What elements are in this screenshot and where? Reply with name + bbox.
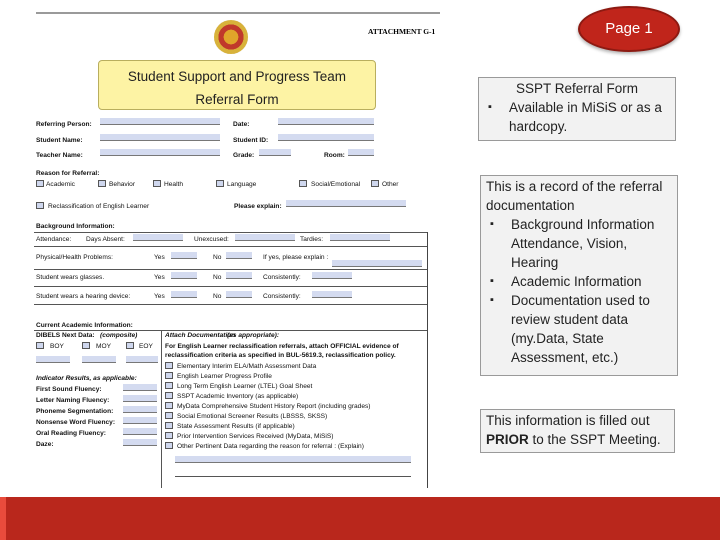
physical-yes-field[interactable] <box>171 252 197 259</box>
reason-health-label: Health <box>164 181 184 188</box>
glasses-yes-label: Yes <box>154 274 165 281</box>
doc-other-explain-rule-2 <box>175 476 411 477</box>
dibels-composite-label: (composite) <box>100 332 138 339</box>
room-field[interactable] <box>348 149 374 156</box>
physical-health-label: Physical/Health Problems: <box>36 254 113 261</box>
student-name-label: Student Name: <box>36 137 83 144</box>
record-callout-intro: This is a record of the referral documentation <box>486 179 663 213</box>
form-title-box <box>98 60 376 110</box>
record-callout-bullet-academic: ▪ Academic Information <box>481 272 677 291</box>
indicator-heading: Indicator Results, as applicable: <box>36 375 137 382</box>
doc-history-label: MyData Comprehensive Student History Report (including grades) <box>177 403 371 410</box>
dibels-eoy-field[interactable] <box>126 356 158 363</box>
dibels-boy-label: BOY <box>50 343 64 350</box>
reason-language-checkbox[interactable] <box>216 180 224 187</box>
date-field[interactable] <box>278 118 374 125</box>
dibels-eoy-label: EOY <box>139 343 153 350</box>
attach-instruction-line2: reclassification criteria as specified in BUL-5619.3, reclassification policy. <box>165 352 396 359</box>
bottom-footer-band <box>0 497 720 540</box>
indicator-oral-reading: Oral Reading Fluency: <box>36 430 106 437</box>
doc-state-checkbox[interactable] <box>165 422 173 429</box>
academic-heading: Current Academic Information: <box>36 322 133 329</box>
referral-form-scan <box>30 10 442 488</box>
hearing-label: Student wears a hearing device: <box>36 293 131 300</box>
student-name-field[interactable] <box>100 134 220 141</box>
form-title-line1: Student Support and Progress Team <box>127 69 347 84</box>
phoneme-field[interactable] <box>123 406 157 413</box>
doc-ltel-label: Long Term English Learner (LTEL) Goal Sheet <box>177 383 313 390</box>
grade-field[interactable] <box>259 149 291 156</box>
nonsense-word-field[interactable] <box>123 417 157 424</box>
glasses-consistently-field[interactable] <box>312 272 352 279</box>
reason-explain-field[interactable] <box>286 200 406 207</box>
doc-intervention-label: Prior Intervention Services Received (MyData, MiSiS) <box>177 433 334 440</box>
form-right-border <box>427 232 428 488</box>
doc-history-checkbox[interactable] <box>165 402 173 409</box>
glasses-yes-field[interactable] <box>171 272 197 279</box>
sspt-form-callout <box>478 77 676 141</box>
page-number-badge: Page 1 <box>578 6 680 52</box>
prior-info-emphasis: PRIOR <box>486 432 529 447</box>
hearing-yes-label: Yes <box>154 293 165 300</box>
tardies-label: Tardies: <box>300 236 324 243</box>
indicator-nonsense-word: Nonsense Word Fluency: <box>36 419 116 426</box>
record-callout <box>480 175 678 376</box>
teacher-name-label: Teacher Name: <box>36 152 83 159</box>
reason-academic-label: Academic <box>46 181 75 188</box>
reclassification-checkbox[interactable] <box>36 202 44 209</box>
background-row-rule-3 <box>34 286 428 287</box>
indicator-letter-naming: Letter Naming Fluency: <box>36 397 110 404</box>
reason-other-checkbox[interactable] <box>371 180 379 187</box>
referring-person-field[interactable] <box>100 118 220 125</box>
prior-info-text-after: to the SSPT Meeting. <box>532 432 661 447</box>
background-table-top-rule <box>34 232 428 233</box>
glasses-label: Student wears glasses. <box>36 274 105 281</box>
teacher-name-field[interactable] <box>100 149 220 156</box>
physical-no-field[interactable] <box>226 252 252 259</box>
unexcused-field[interactable] <box>235 234 295 241</box>
background-row-rule-4 <box>34 304 428 305</box>
hearing-no-field[interactable] <box>226 291 252 298</box>
hearing-consistently-field[interactable] <box>312 291 352 298</box>
form-title-line2: Referral Form <box>195 92 279 107</box>
unexcused-label: Unexcused: <box>194 236 229 243</box>
background-heading: Background Information: <box>36 223 115 230</box>
dibels-eoy-checkbox[interactable] <box>126 342 134 349</box>
doc-screener-checkbox[interactable] <box>165 412 173 419</box>
doc-other-label: Other Pertinent Data regarding the reason for referral : (Explain) <box>177 443 364 450</box>
doc-elpp-checkbox[interactable] <box>165 372 173 379</box>
doc-intervention-checkbox[interactable] <box>165 432 173 439</box>
doc-other-checkbox[interactable] <box>165 442 173 449</box>
reason-academic-checkbox[interactable] <box>36 180 44 187</box>
doc-other-explain-field-1[interactable] <box>175 456 411 463</box>
dibels-moy-label: MOY <box>96 343 112 350</box>
if-yes-explain-label: If yes, please explain : <box>263 254 329 261</box>
dibels-boy-checkbox[interactable] <box>36 342 44 349</box>
daze-field[interactable] <box>123 439 157 446</box>
physical-explain-field[interactable] <box>332 260 422 267</box>
attach-doc-heading: Attach Documentation <box>165 332 236 339</box>
sspt-callout-bullet: ▪ Available in MiSiS or as a hardcopy. <box>479 98 675 136</box>
doc-ltel-checkbox[interactable] <box>165 382 173 389</box>
doc-inventory-label: SSPT Academic Inventory (as applicable) <box>177 393 299 400</box>
student-id-label: Student ID: <box>233 137 269 144</box>
dibels-moy-field[interactable] <box>82 356 116 363</box>
reason-other-label: Other <box>382 181 399 188</box>
record-callout-bullet-background: ▪ Background Information Attendance, Vision, Hearing <box>481 215 677 272</box>
doc-elpp-label: English Learner Progress Profile <box>177 373 272 380</box>
hearing-consistently-label: Consistently: <box>263 293 301 300</box>
prior-info-text <box>481 410 674 449</box>
hearing-yes-field[interactable] <box>171 291 197 298</box>
glasses-no-label: No <box>213 274 222 281</box>
grade-label: Grade: <box>233 152 255 159</box>
tardies-field[interactable] <box>330 234 390 241</box>
reason-language-label: Language <box>227 181 257 188</box>
days-absent-field[interactable] <box>133 234 183 241</box>
record-callout-bullet-documentation: ▪ Documentation used to review student data (my.Data, State Assessment, etc.) <box>481 291 677 367</box>
referring-person-label: Referring Person: <box>36 121 92 128</box>
glasses-no-field[interactable] <box>226 272 252 279</box>
attachment-label: ATTACHMENT G-1 <box>368 27 436 36</box>
form-top-rule <box>36 12 440 14</box>
academic-column-divider <box>161 330 162 488</box>
oral-reading-field[interactable] <box>123 428 157 435</box>
reason-social-checkbox[interactable] <box>299 180 307 187</box>
letter-naming-field[interactable] <box>123 395 157 402</box>
first-sound-field[interactable] <box>123 384 157 391</box>
doc-state-label: State Assessment Results (if applicable) <box>177 423 295 430</box>
glasses-consistently-label: Consistently: <box>263 274 301 281</box>
reason-heading: Reason for Referral: <box>36 170 100 177</box>
bottom-footer-accent <box>0 497 6 540</box>
dibels-label: DIBELS Next Data: <box>36 332 95 339</box>
dibels-boy-field[interactable] <box>36 356 70 363</box>
reason-health-checkbox[interactable] <box>153 180 161 187</box>
doc-inventory-checkbox[interactable] <box>165 392 173 399</box>
room-label: Room: <box>324 152 345 159</box>
reason-behavior-checkbox[interactable] <box>98 180 106 187</box>
prior-info-text-before: This information is filled out <box>486 413 650 428</box>
reason-social-label: Social/Emotional <box>311 181 361 188</box>
indicator-first-sound: First Sound Fluency: <box>36 386 102 393</box>
attach-instruction-line1: For English Learner reclassification referrals, attach OFFICIAL evidence of <box>165 343 399 350</box>
indicator-phoneme: Phoneme Segmentation: <box>36 408 114 415</box>
background-row-rule-1 <box>34 246 428 247</box>
district-seal-icon <box>214 20 248 54</box>
physical-yes-label: Yes <box>154 254 165 261</box>
reclassification-label: Reclassification of English Learner <box>48 203 150 210</box>
please-explain-label: Please explain: <box>234 203 282 210</box>
doc-interim-label: Elementary Interim ELA/Math Assessment Data <box>177 363 317 370</box>
student-id-field[interactable] <box>278 134 374 141</box>
date-label: Date: <box>233 121 250 128</box>
attach-doc-note: (as appropriate): <box>227 332 280 339</box>
background-row-rule-2 <box>34 269 428 270</box>
dibels-moy-checkbox[interactable] <box>82 342 90 349</box>
prior-info-callout <box>480 409 675 453</box>
doc-interim-checkbox[interactable] <box>165 362 173 369</box>
sspt-callout-title: SSPT Referral Form <box>515 81 639 96</box>
academic-table-top-rule <box>34 330 428 331</box>
doc-screener-label: Social Emotional Screener Results (LBSSS, SKSS) <box>177 413 328 420</box>
indicator-daze: Daze: <box>36 441 54 448</box>
reason-behavior-label: Behavior <box>109 181 136 188</box>
days-absent-label: Days Absent: <box>86 236 125 243</box>
hearing-no-label: No <box>213 293 222 300</box>
attendance-label: Attendance: <box>36 236 72 243</box>
physical-no-label: No <box>213 254 222 261</box>
